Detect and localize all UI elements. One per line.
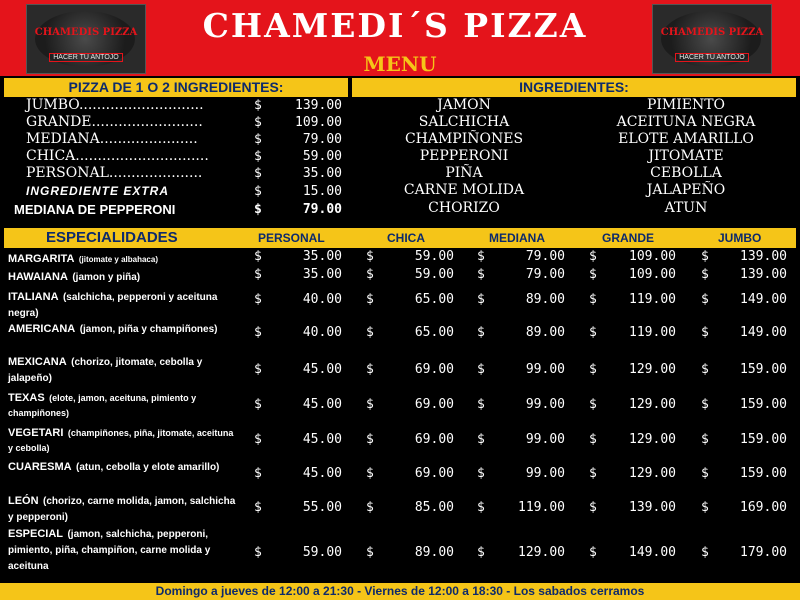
table-row (8, 321, 238, 337)
pizza-name: ITALIANA (8, 291, 59, 303)
currency-symbol: $ (366, 325, 374, 340)
currency-symbol: $ (477, 500, 485, 515)
size-header: GRANDE (602, 231, 655, 245)
price: 40.00 (302, 325, 342, 340)
size-header: CHICA (387, 231, 425, 245)
logo-name: CHAMEDIS PIZZA (660, 27, 764, 38)
price: 119.00 (629, 292, 676, 307)
price: 45.00 (302, 362, 342, 377)
price: 35.00 (302, 249, 342, 264)
price: 99.00 (525, 397, 565, 412)
pizza-description: (atun, cebolla y elote amarillo) (76, 462, 220, 473)
currency-symbol: $ (254, 292, 262, 307)
list-item: PIMIENTO (646, 97, 726, 113)
currency-symbol: $ (366, 292, 374, 307)
list-item: ELOTE AMARILLO (618, 131, 754, 147)
currency-symbol: $ (701, 397, 709, 412)
pizza-name: ESPECIAL (8, 528, 64, 540)
currency-symbol: $ (254, 98, 262, 113)
currency-symbol: $ (589, 397, 597, 412)
logo-right (652, 4, 772, 74)
price: 65.00 (414, 325, 454, 340)
price: 119.00 (629, 325, 676, 340)
currency-symbol: $ (254, 362, 262, 377)
currency-symbol: $ (589, 362, 597, 377)
currency-symbol: $ (589, 292, 597, 307)
list-item: CHAMPIÑONES (404, 131, 524, 147)
pizza-description: (chorizo, carne molida, jamon, salchicha y pepperoni) (8, 496, 236, 523)
price: 79.00 (525, 249, 565, 264)
pizza-description: (jamon y piña) (72, 272, 141, 283)
price: 109.00 (295, 115, 342, 130)
currency-symbol: $ (589, 249, 597, 264)
currency-symbol: $ (701, 267, 709, 282)
price: 89.00 (525, 292, 565, 307)
currency-symbol: $ (366, 432, 374, 447)
price: 15.00 (302, 184, 342, 199)
price: 159.00 (740, 397, 787, 412)
pizza-name: MARGARITA (8, 253, 75, 265)
currency-symbol: $ (477, 545, 485, 560)
price: 139.00 (740, 249, 787, 264)
list-item: ATUN (664, 200, 708, 216)
price: 89.00 (414, 545, 454, 560)
pizza-name: HAWAIANA (8, 271, 68, 283)
currency-symbol: $ (254, 184, 262, 199)
table-row (8, 425, 238, 455)
currency-symbol: $ (701, 292, 709, 307)
list-item: CHORIZO (428, 200, 500, 216)
table-row (8, 390, 238, 420)
logo-left (26, 4, 146, 74)
price: 79.00 (302, 132, 342, 147)
price: 99.00 (525, 432, 565, 447)
header-banner (0, 0, 800, 76)
list-item: SALCHICHA (418, 114, 510, 130)
price: 59.00 (302, 149, 342, 164)
price: 79.00 (302, 202, 342, 217)
list-item: CHICA.............................. (26, 148, 209, 164)
price: 129.00 (629, 362, 676, 377)
list-item: PERSONAL..................... (26, 165, 203, 181)
logo-tagline: HACER TU ANTOJO (27, 54, 145, 61)
size-header: JUMBO (718, 231, 762, 245)
size-header: MEDIANA (489, 231, 545, 245)
price: 45.00 (302, 432, 342, 447)
price: 40.00 (302, 292, 342, 307)
price: 79.00 (525, 267, 565, 282)
pizza-description: (jamon, piña y champiñones) (79, 324, 218, 335)
currency-symbol: $ (254, 432, 262, 447)
list-item: GRANDE......................... (26, 114, 203, 130)
currency-symbol: $ (701, 325, 709, 340)
currency-symbol: $ (477, 325, 485, 340)
pizza-name: LEÓN (8, 495, 39, 507)
price: 159.00 (740, 466, 787, 481)
list-item: JUMBO............................ (26, 97, 204, 113)
price: 59.00 (414, 249, 454, 264)
pizza-name: CUARESMA (8, 461, 72, 473)
currency-symbol: $ (477, 432, 485, 447)
price: 139.00 (295, 98, 342, 113)
table-row (8, 493, 238, 525)
currency-symbol: $ (254, 325, 262, 340)
currency-symbol: $ (701, 362, 709, 377)
currency-symbol: $ (701, 249, 709, 264)
pizza-description: (jamon, salchicha, pepperoni, pimiento, piña, champiñon, carne molida y aceituna (8, 529, 211, 572)
pizza-description: (chorizo, jitomate, cebolla y jalapeño) (8, 357, 203, 384)
pizza-name: MEXICANA (8, 356, 67, 368)
currency-symbol: $ (366, 249, 374, 264)
currency-symbol: $ (254, 397, 262, 412)
currency-symbol: $ (701, 432, 709, 447)
price: 85.00 (414, 500, 454, 515)
price: 149.00 (629, 545, 676, 560)
list-item: JITOMATE (648, 148, 724, 164)
currency-symbol: $ (254, 132, 262, 147)
table-row (8, 459, 238, 475)
pizza-name: VEGETARI (8, 427, 64, 439)
list-item: PIÑA (445, 165, 483, 181)
pizza-description: (champiñones, piña, jitomate, aceituna y cebolla) (8, 428, 234, 453)
price: 129.00 (518, 545, 565, 560)
list-item: CEBOLLA (650, 165, 722, 181)
list-item: ACEITUNA NEGRA (616, 114, 756, 130)
price: 129.00 (629, 397, 676, 412)
price: 159.00 (740, 362, 787, 377)
price: 109.00 (629, 267, 676, 282)
currency-symbol: $ (477, 466, 485, 481)
price: 55.00 (302, 500, 342, 515)
price: 149.00 (740, 325, 787, 340)
currency-symbol: $ (254, 545, 262, 560)
size-header: PERSONAL (258, 231, 325, 245)
currency-symbol: $ (701, 545, 709, 560)
currency-symbol: $ (477, 397, 485, 412)
currency-symbol: $ (254, 202, 262, 217)
currency-symbol: $ (366, 267, 374, 282)
restaurant-title: CHAMEDI´S PIZZA (202, 6, 588, 45)
price: 159.00 (740, 432, 787, 447)
price: 149.00 (740, 292, 787, 307)
specials-heading: ESPECIALIDADES (46, 229, 178, 246)
currency-symbol: $ (589, 466, 597, 481)
price: 129.00 (629, 466, 676, 481)
price: 89.00 (525, 325, 565, 340)
currency-symbol: $ (701, 500, 709, 515)
price: 139.00 (629, 500, 676, 515)
currency-symbol: $ (589, 545, 597, 560)
currency-symbol: $ (477, 249, 485, 264)
table-row (8, 249, 158, 267)
price: 65.00 (414, 292, 454, 307)
currency-symbol: $ (254, 115, 262, 130)
table-row (8, 289, 238, 321)
currency-symbol: $ (589, 432, 597, 447)
pizza-description: (jitomate y albahaca) (78, 255, 158, 264)
price: 99.00 (525, 362, 565, 377)
currency-symbol: $ (254, 500, 262, 515)
currency-symbol: $ (366, 362, 374, 377)
currency-symbol: $ (366, 545, 374, 560)
price: 99.00 (525, 466, 565, 481)
price: 109.00 (629, 249, 676, 264)
currency-symbol: $ (254, 466, 262, 481)
pizza-name: AMERICANA (8, 323, 76, 335)
price: 59.00 (414, 267, 454, 282)
price: 129.00 (629, 432, 676, 447)
currency-symbol: $ (477, 292, 485, 307)
currency-symbol: $ (477, 267, 485, 282)
list-item: JAMON (437, 97, 491, 113)
pizza-name: TEXAS (8, 392, 45, 404)
price: 45.00 (302, 397, 342, 412)
price: 69.00 (414, 362, 454, 377)
list-item: CARNE MOLIDA (403, 182, 525, 198)
currency-symbol: $ (254, 149, 262, 164)
menu-subtitle: MENU (363, 52, 437, 76)
logo-name: CHAMEDIS PIZZA (34, 27, 138, 38)
currency-symbol: $ (477, 362, 485, 377)
list-item: INGREDIENTE EXTRA (26, 184, 170, 198)
price: 119.00 (518, 500, 565, 515)
currency-symbol: $ (254, 166, 262, 181)
currency-symbol: $ (701, 466, 709, 481)
price: 35.00 (302, 166, 342, 181)
table-row (8, 267, 140, 285)
list-item: JALAPEÑO (646, 182, 726, 198)
list-item: MEDIANA...................... (26, 131, 198, 147)
currency-symbol: $ (366, 397, 374, 412)
currency-symbol: $ (254, 267, 262, 282)
logo-tagline: HACER TU ANTOJO (653, 54, 771, 61)
table-row (8, 526, 240, 574)
price: 45.00 (302, 466, 342, 481)
currency-symbol: $ (366, 500, 374, 515)
price: 69.00 (414, 466, 454, 481)
currency-symbol: $ (589, 267, 597, 282)
currency-symbol: $ (589, 500, 597, 515)
currency-symbol: $ (366, 466, 374, 481)
list-item: PEPPERONI (419, 148, 509, 164)
price: 69.00 (414, 397, 454, 412)
currency-symbol: $ (254, 249, 262, 264)
price: 139.00 (740, 267, 787, 282)
price: 35.00 (302, 267, 342, 282)
currency-symbol: $ (589, 325, 597, 340)
price: 169.00 (740, 500, 787, 515)
pizza-description: (salchicha, pepperoni y aceituna negra) (8, 292, 218, 319)
price: 179.00 (740, 545, 787, 560)
ingredients-heading: INGREDIENTES: (519, 79, 629, 95)
basic-pizza-heading: PIZZA DE 1 O 2 INGREDIENTES: (68, 79, 284, 95)
table-row (8, 354, 238, 386)
price: 59.00 (302, 545, 342, 560)
pizza-description: (elote, jamon, aceituna, pimiento y champiñones) (8, 393, 197, 418)
price: 69.00 (414, 432, 454, 447)
list-item: MEDIANA DE PEPPERONI (14, 202, 176, 217)
opening-hours-footer: Domingo a jueves de 12:00 a 21:30 - Viernes de 12:00 a 18:30 - Los sabados cerramos (0, 583, 800, 600)
